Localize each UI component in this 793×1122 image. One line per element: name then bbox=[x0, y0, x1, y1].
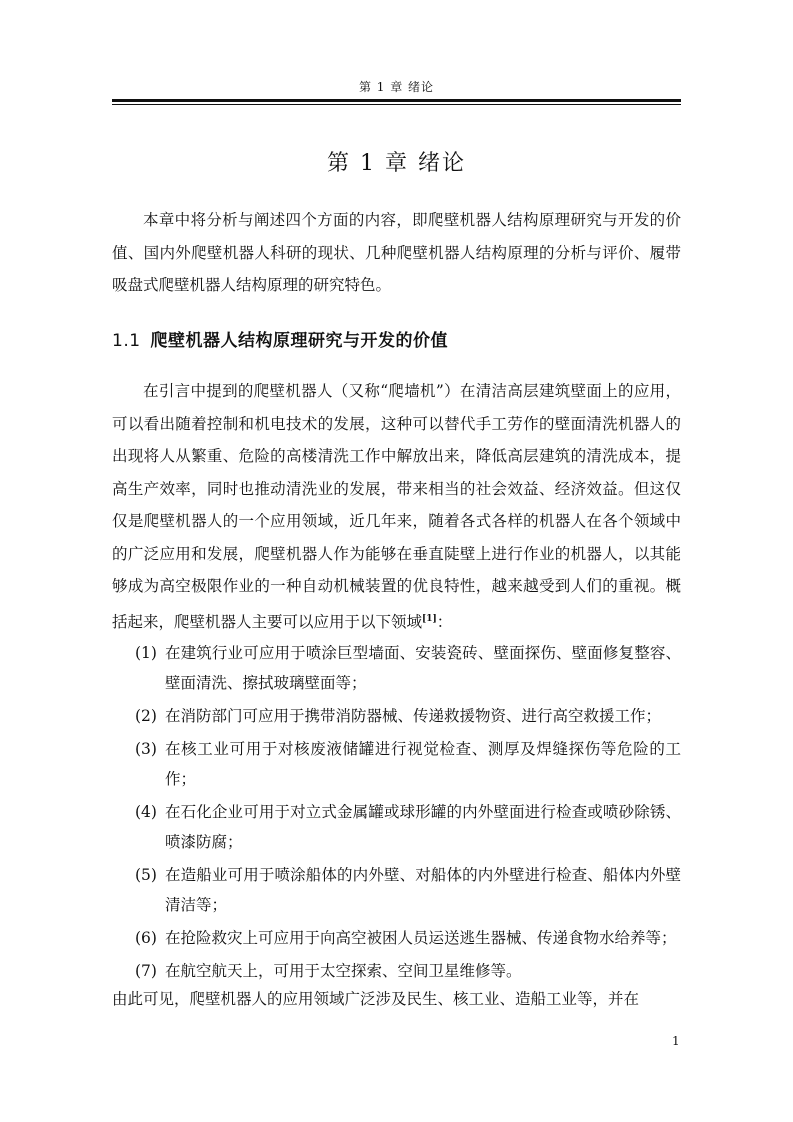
intro-paragraph: 本章中将分析与阐述四个方面的内容，即爬壁机器人结构原理研究与开发的价值、国内外爬壁机器人科研的现状、几种爬壁机器人结构原理的分析与评价、履带吸盘式爬壁机器人结构原理的研究特色。 bbox=[112, 211, 681, 294]
list-item bbox=[135, 860, 681, 920]
application-list bbox=[135, 638, 681, 989]
list-item-text: 在核工业可用于对核废液储罐进行视觉检查、测厚及焊缝探伤等危险的工作； bbox=[165, 740, 681, 788]
closing-paragraph: 由此可见，爬壁机器人的应用领域广泛涉及民生、核工业、造船工业等，并在 bbox=[112, 990, 640, 1008]
body-tail: ： bbox=[436, 612, 453, 631]
list-item bbox=[135, 734, 681, 794]
list-item-text: 在抢险救灾上可应用于向高空被困人员运送逃生器械、传递食物水给养等； bbox=[165, 929, 677, 947]
list-item-number: (6) bbox=[135, 929, 157, 947]
list-item-number: (7) bbox=[135, 962, 157, 980]
list-item bbox=[135, 701, 681, 731]
list-item bbox=[135, 638, 681, 698]
list-item-text: 在石化企业可用于对立式金属罐或球形罐的内外壁面进行检查或喷砂除锈、喷漆防腐； bbox=[165, 803, 681, 851]
list-item-text: 在消防部门可应用于携带消防器械、传递救援物资、进行高空救援工作； bbox=[165, 707, 662, 725]
list-item-number: (3) bbox=[135, 740, 157, 758]
list-item-number: (1) bbox=[135, 644, 157, 662]
running-header: 第 1 章 绪论 bbox=[358, 80, 435, 94]
body-text: 在引言中提到的爬壁机器人（又称“爬墙机”）在清洁高层建筑壁面上的应用，可以看出随着控制和机电技术的发展，这种可以替代手工劳作的壁面清洗机器人的出现将人从繁重、危险的高楼清洗工作中解放出来，降低高层建筑的清洗成本，提高生产效率，同时也推动清洗业的发展，带来相当的社会效益、经济效益。但这仅仅是爬壁机器人的一个应用领域，近几年来，随着各式各样的机器人在各个领域中的广泛应用和发展，爬壁机器人作为能够在垂直陡壁上进行作业的机器人，以其能够成为高空极限作业的一种自动机械装置的优良特性，越来越受到人们的重视。概括起来，爬壁机器人主要可以应用于以下领域 bbox=[112, 382, 681, 631]
list-item-number: (4) bbox=[135, 803, 157, 821]
body-paragraph bbox=[112, 375, 681, 638]
list-item bbox=[135, 797, 681, 857]
header-rule-thick bbox=[112, 99, 681, 102]
section-heading bbox=[112, 326, 448, 351]
citation-ref[interactable]: [1] bbox=[422, 613, 437, 624]
list-item-text: 在建筑行业可应用于喷涂巨型墙面、安装瓷砖、壁面探伤、壁面修复整容、壁面清洗、擦拭玻璃壁面等； bbox=[165, 644, 681, 692]
list-item-number: (5) bbox=[135, 866, 157, 884]
page-number: 1 bbox=[672, 1034, 680, 1048]
section-title: 爬壁机器人结构原理研究与开发的价值 bbox=[150, 331, 449, 351]
chapter-title: 第 1 章 绪论 bbox=[327, 151, 466, 176]
section-number: 1.1 bbox=[112, 331, 141, 351]
list-item bbox=[135, 923, 681, 953]
list-item bbox=[135, 956, 681, 986]
header-rule-thin bbox=[112, 104, 681, 105]
list-item-number: (2) bbox=[135, 707, 157, 725]
list-item-text: 在造船业可用于喷涂船体的内外壁、对船体的内外壁进行检查、船体内外壁清洁等； bbox=[165, 866, 681, 914]
list-item-text: 在航空航天上，可用于太空探索、空间卫星维修等。 bbox=[165, 962, 522, 980]
